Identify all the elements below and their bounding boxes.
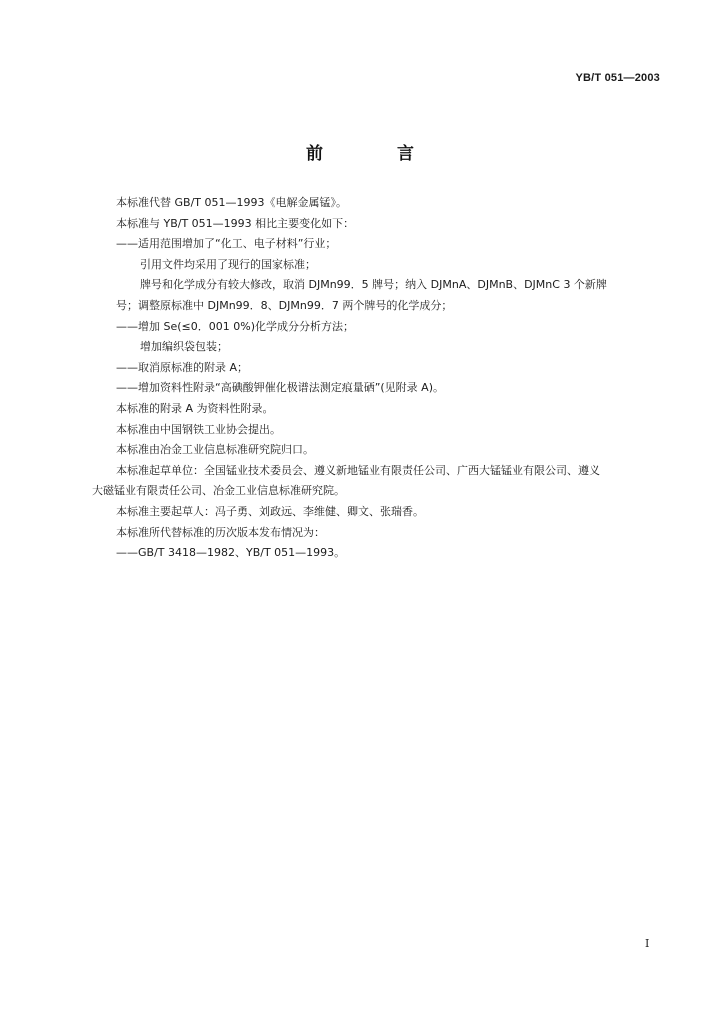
list-item-references: 引用文件均采用了现行的国家标准；: [140, 257, 316, 271]
paragraph-changes-intro: 本标准与 YB/T 051—1993 相比主要变化如下：: [116, 216, 355, 230]
list-item-se-method: ——增加 Se(≤0．001 0%)化学成分分析方法；: [116, 319, 354, 333]
foreword-body: [92, 193, 662, 564]
paragraph-annex-info: 本标准的附录 A 为资料性附录。: [116, 401, 274, 415]
page-number: I: [645, 937, 650, 950]
paragraph-drafters: 本标准主要起草人：冯子勇、刘政远、李维健、卿文、张瑞香。: [116, 504, 424, 518]
list-item-grades-line2: 号；调整原标准中 DJMn99．8、DJMn99．7 两个牌号的化学成分；: [116, 298, 453, 312]
list-item-scope: ——适用范围增加了“化工、电子材料”行业；: [116, 237, 337, 251]
list-item-packaging: 增加编织袋包装；: [140, 340, 228, 354]
paragraph-drafting-units-line1: 本标准起草单位：全国锰业技术委员会、遵义新地锰业有限责任公司、广西大锰锰业有限公司、遵义: [116, 463, 600, 477]
standard-code: YB/T 051—2003: [575, 72, 660, 84]
paragraph-centralized-by: 本标准由冶金工业信息标准研究院归口。: [116, 443, 314, 457]
list-item-add-annex: ——增加资料性附录“高碘酸钾催化极谱法测定痕量硒”(见附录 A)。: [116, 381, 445, 395]
list-item-remove-annex: ——取消原标准的附录 A；: [116, 360, 249, 374]
list-item-history: ——GB/T 3418—1982、YB/T 051—1993。: [116, 546, 346, 560]
page-title: 前 言: [306, 144, 448, 164]
paragraph-drafting-units-line2: 大磁锰业有限责任公司、冶金工业信息标准研究院。: [92, 484, 345, 498]
paragraph-proposed-by: 本标准由中国钢铁工业协会提出。: [116, 422, 281, 436]
list-item-grades-line1: 牌号和化学成分有较大修改，取消 DJMn99．5 牌号；纳入 DJMnA、DJMnB、DJMnC 3 个新牌: [140, 278, 607, 292]
paragraph-history-intro: 本标准所代替标准的历次版本发布情况为：: [116, 525, 325, 539]
paragraph-replaces: 本标准代替 GB/T 051—1993《电解金属锰》。: [116, 196, 347, 209]
